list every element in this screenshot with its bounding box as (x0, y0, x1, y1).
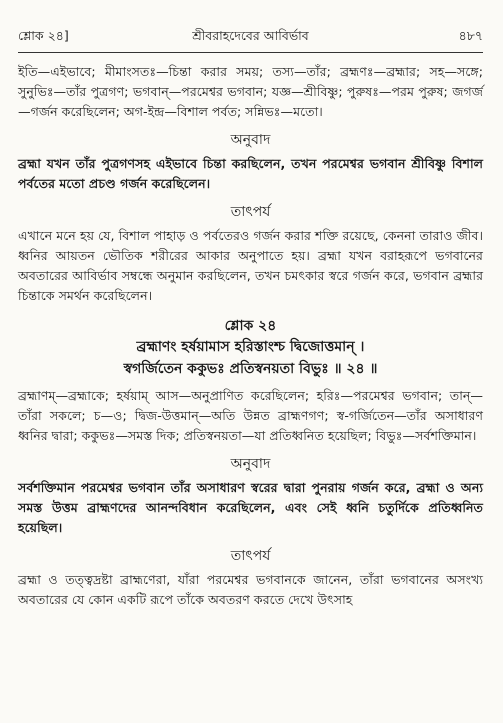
header-chapter-title: শ্রীবরাহদেবের আবির্ভাব (192, 28, 309, 43)
purport-heading-2: তাৎপর্য (230, 548, 271, 564)
translation-heading-1: অনুবাদ (230, 132, 271, 148)
verse-line-2: স্বগর্জিতেন ককুভঃ প্রতিস্বনয়তা বিভুঃ ॥ ২৪ ॥ (123, 361, 378, 377)
header-page-number: ৪৮৭ (458, 28, 483, 43)
purport-paragraph-1: এখানে মনে হয় যে, বিশাল পাহাড় ও পর্বতেরও গর্জন করার শক্তি রয়েছে, কেননা তারাও জীব। ধ্বনির আয়তন ভৌতিক শরীরের আকার অনুপাতে হয়। ব্রহ্মা যখন বরাহরূপে ভগবানের অবতারের আবির্ভাব সম্বন্ধে অনুমান করছিলেন, তখন চমৎকার স্বরে গর্জন করে, ভগবান ব্রহ্মার চিন্তাকে সমর্থন করেছিলেন। (18, 228, 483, 303)
verse-line-1: ব্রহ্মাণং হর্ষয়ামাস হরিস্তাংশ্চ দ্বিজোত্তমান্ । (136, 339, 365, 355)
synonyms-paragraph-2: ব্রহ্মাণম্—ব্রহ্মাকে; হর্ষয়াম্ আস—অনুপ্রাণিত করেছিলেন; হরিঃ—পরমেশ্বর ভগবান; তান্—তাঁরা সকলে; চ—ও; দ্বিজ-উত্তমান্—অতি উন্নত ব্রাহ্মণগণ; স্ব-গর্জিতেন—তাঁর অসাধারণ ধ্বনির দ্বারা; ককুভঃ—সমস্ত দিক; প্রতিস্বনয়তা—যা প্রতিধ্বনিত হয়েছিল; বিভুঃ—সর্বশক্তিমান। (18, 388, 483, 443)
translation-heading-2: অনুবাদ (230, 456, 271, 472)
purport-paragraph-2: ব্রহ্মা ও তত্ত্বদ্রষ্টা ব্রাহ্মণেরা, যাঁরা পরমেশ্বর ভগবানকে জানেন, তাঁরা ভগবানের অসংখ্য অবতারের যে কোন একটি রূপে তাঁকে অবতরণ করতে দেখে উৎসাহ (18, 572, 483, 607)
page-body (18, 62, 483, 610)
header-rule (18, 52, 483, 53)
running-header (18, 28, 483, 48)
verse-title: শ্লোক ২৪ (224, 318, 277, 334)
translation-paragraph-2: সর্বশক্তিমান পরমেশ্বর ভগবান তাঁর অসাধারণ স্বরের দ্বারা পুনরায় গর্জন করে, ব্রহ্মা ও অন্য সমস্ত উত্তম ব্রাহ্মণদের আনন্দবিধান করেছিলেন, এবং সেই ধ্বনি চতুর্দিকে প্রতিধ্বনিত হয়েছিল। (18, 480, 483, 535)
translation-paragraph-1: ব্রহ্মা যখন তাঁর পুত্রগণসহ এইভাবে চিন্তা করছিলেন, তখন পরমেশ্বর ভগবান শ্রীবিষ্ণু বিশাল পর্বতের মতো প্রচণ্ড গর্জন করেছিলেন। (18, 156, 483, 191)
header-verse-ref: শ্লোক ২৪] (18, 28, 69, 43)
synonyms-paragraph-1: ইতি—এইভাবে; মীমাংসতঃ—চিন্তা করার সময়; তস্য—তাঁর; ব্রহ্মণঃ—ব্রহ্মার; সহ—সঙ্গে; সুনুভিঃ—তাঁর পুত্রগণ; ভগবান্—পরমেশ্বর ভগবান; যজ্ঞ—শ্রীবিষ্ণু; পুরুষঃ—পরম পুরুষ; জগর্জ—গর্জন করেছিলেন; অগ-ইন্দ্র—বিশাল পর্বত; সন্নিভঃ—মতো। (18, 64, 483, 119)
purport-heading-1: তাৎপর্য (230, 204, 271, 220)
